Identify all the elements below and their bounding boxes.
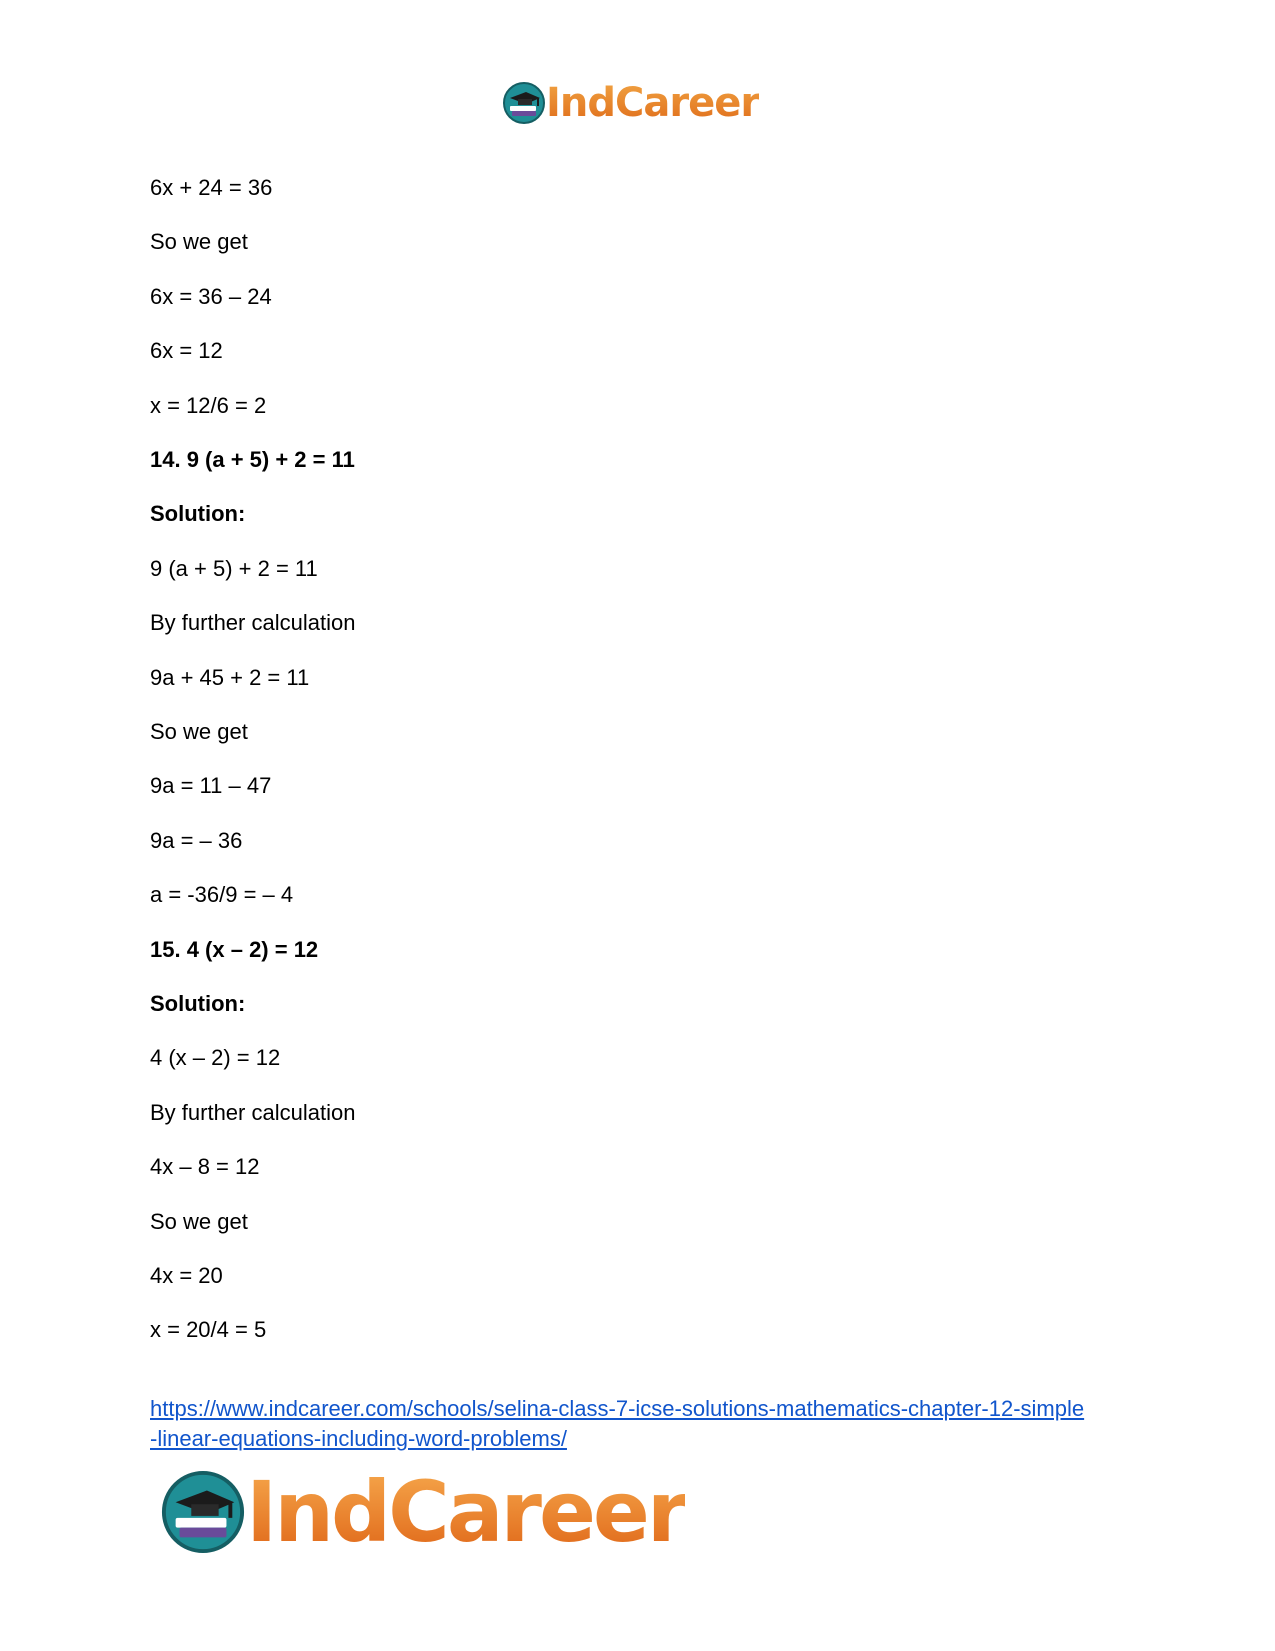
source-link-line-2[interactable]: -linear-equations-including-word-problems/ [150, 1426, 567, 1451]
text-line: So we get [150, 229, 248, 255]
footer-logo [160, 1462, 685, 1562]
logo-text: IndCareer [246, 1463, 686, 1561]
source-link-line-1[interactable]: https://www.indcareer.com/schools/selina-class-7-icse-solutions-mathematics-chapter-12-simple [150, 1396, 1085, 1421]
text-line: 6x = 12 [150, 338, 223, 364]
text-line: 4x – 8 = 12 [150, 1154, 260, 1180]
text-line: x = 20/4 = 5 [150, 1317, 267, 1343]
text-line: By further calculation [150, 610, 356, 636]
header-logo [502, 78, 759, 128]
text-line: So we get [150, 1208, 248, 1234]
logo-text: IndCareer [546, 80, 760, 126]
text-line: a = -36/9 = – 4 [150, 882, 294, 908]
text-line: 6x = 36 – 24 [150, 283, 272, 309]
source-link[interactable] [150, 1394, 1150, 1454]
text-line: 9a = 11 – 47 [150, 773, 272, 799]
text-line: 4x = 20 [150, 1263, 223, 1288]
question-heading: Solution: [150, 501, 246, 527]
text-line: 6x + 24 = 36 [150, 175, 273, 200]
graduation-cap-books-icon [160, 1469, 246, 1555]
text-line: 9a + 45 + 2 = 11 [150, 664, 310, 690]
text-line: x = 12/6 = 2 [150, 392, 267, 418]
text-line: So we get [150, 719, 248, 744]
text-line: By further calculation [150, 1099, 356, 1125]
question-heading: 15. 4 (x – 2) = 12 [150, 936, 319, 962]
question-heading: 14. 9 (a + 5) + 2 = 11 [150, 447, 355, 472]
question-heading: Solution: [150, 991, 246, 1016]
graduation-cap-books-icon [502, 81, 546, 125]
text-line: 9 (a + 5) + 2 = 11 [150, 555, 318, 581]
text-line: 9a = – 36 [150, 827, 243, 853]
text-line: 4 (x – 2) = 12 [150, 1045, 281, 1071]
